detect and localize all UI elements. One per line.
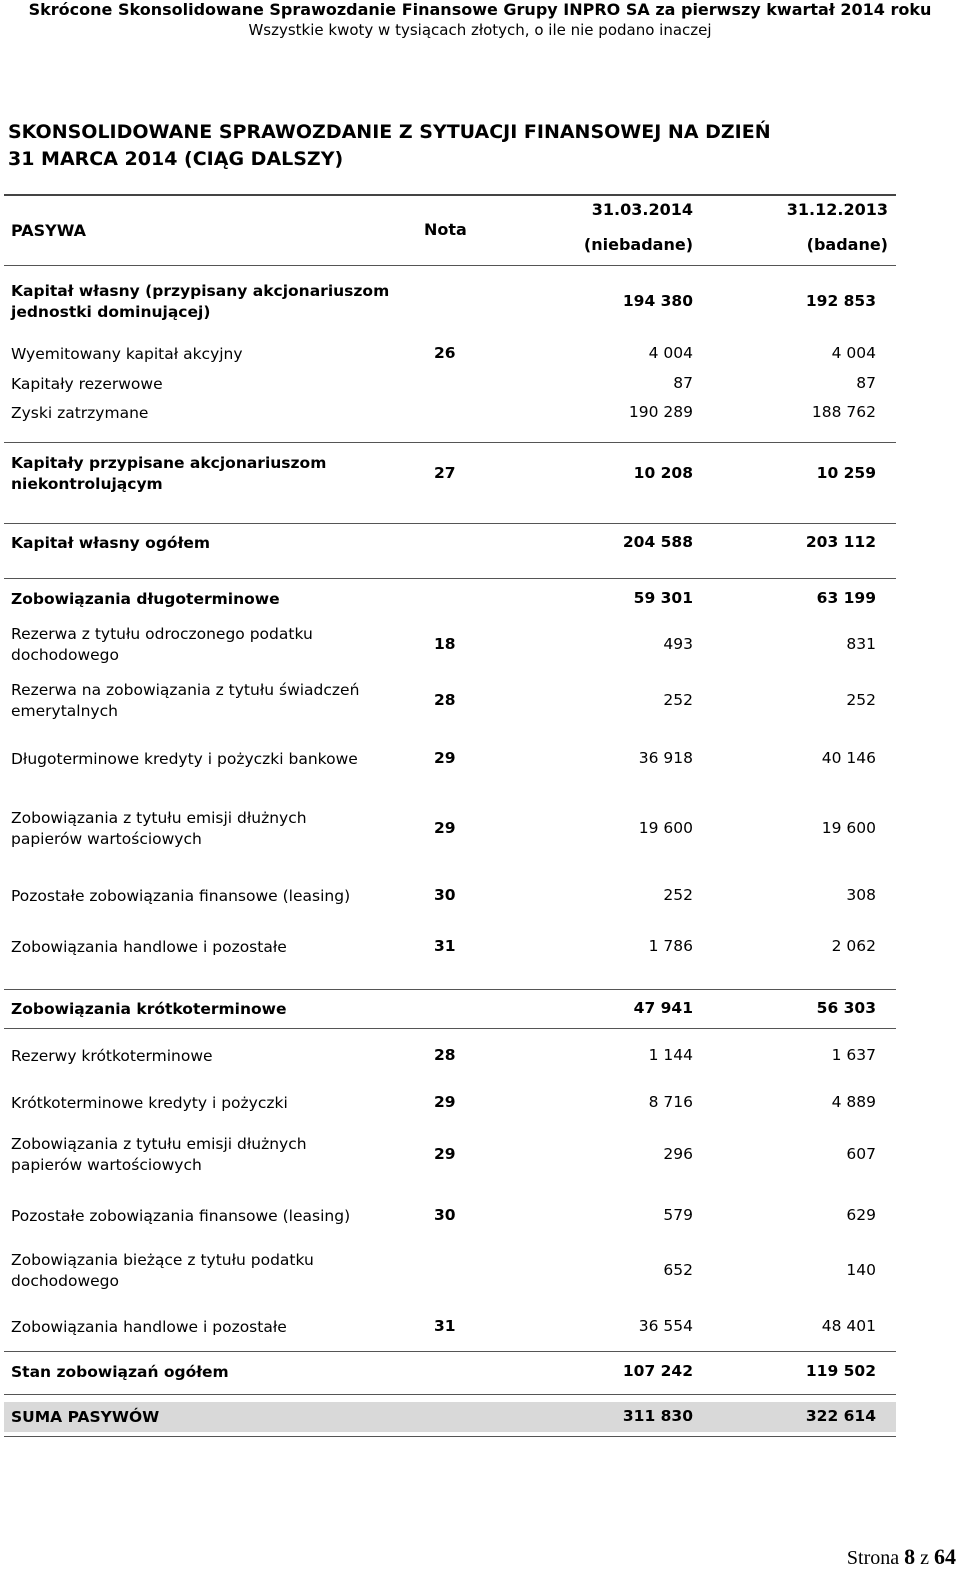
row-value-2014: 204 588 [622, 533, 693, 551]
row-value-2014: 190 289 [628, 403, 693, 421]
row-value-2013: 19 600 [821, 819, 876, 837]
row-note: 18 [434, 635, 456, 653]
row-label: Zobowiązania bieżące z tytułu podatku dochodowego [11, 1251, 314, 1290]
document-header-subtitle: Wszystkie kwoty w tysiącach złotych, o ile nie podano inaczej [248, 21, 712, 39]
row-value-2014: 252 [663, 691, 693, 709]
row-value-2013: 308 [846, 886, 876, 904]
row-value-2014: 19 600 [638, 819, 693, 837]
section-rule [4, 1394, 896, 1395]
row-value-2013: 188 762 [811, 403, 876, 421]
pasywa-header: PASYWA [11, 221, 87, 240]
row-label: Kapitał własny ogółem [11, 534, 210, 552]
row-value-2013: 629 [846, 1206, 876, 1224]
row-value-2013: 4 004 [831, 344, 876, 362]
row-note: 29 [434, 749, 456, 767]
col2-date: 31.12.2013 [786, 200, 888, 219]
statement-title [8, 119, 948, 173]
table-top-rule [4, 194, 896, 196]
row-value-2014: 4 004 [648, 344, 693, 362]
row-value-2014: 8 716 [648, 1093, 693, 1111]
row-note: 29 [434, 819, 456, 837]
note-header: Nota [424, 220, 467, 239]
row-label: Pozostałe zobowiązania finansowe (leasing) [11, 1207, 351, 1225]
row-label: Zobowiązania z tytułu emisji dłużnych papierów wartościowych [11, 809, 307, 848]
row-value-2013: 2 062 [831, 937, 876, 955]
statement-title-line1: SKONSOLIDOWANE SPRAWOZDANIE Z SYTUACJI FINANSOWEJ NA DZIEŃ [8, 121, 771, 143]
row-value-2014: 311 830 [622, 1407, 693, 1425]
row-note: 30 [434, 1206, 456, 1224]
row-label: Krótkoterminowe kredyty i pożyczki [11, 1094, 288, 1112]
row-note: 26 [434, 344, 456, 362]
page-prefix: Strona [846, 1547, 900, 1569]
section-rule [4, 523, 896, 524]
section-rule [4, 1351, 896, 1352]
row-value-2014: 493 [663, 635, 693, 653]
row-value-2014: 87 [673, 374, 693, 392]
row-value-2013: 63 199 [816, 589, 876, 607]
row-value-2013: 607 [846, 1145, 876, 1163]
row-note: 30 [434, 886, 456, 904]
row-value-2014: 652 [663, 1261, 693, 1279]
table-bottom-rule [4, 1436, 896, 1437]
row-label: Kapitały przypisane akcjonariuszom niekontrolującym [11, 454, 327, 493]
row-label: Zobowiązania długoterminowe [11, 590, 280, 608]
statement-title-line2: 31 MARCA 2014 (CIĄG DALSZY) [8, 148, 344, 170]
page-current: 8 [904, 1544, 916, 1569]
row-value-2014: 107 242 [622, 1362, 693, 1380]
row-label: Wyemitowany kapitał akcyjny [11, 345, 243, 363]
row-value-2013: 10 259 [816, 464, 876, 482]
row-value-2013: 322 614 [805, 1407, 876, 1425]
row-value-2013: 48 401 [821, 1317, 876, 1335]
row-value-2013: 252 [846, 691, 876, 709]
row-label: Zobowiązania handlowe i pozostałe [11, 1318, 287, 1336]
row-label: Zyski zatrzymane [11, 404, 149, 422]
row-note: 28 [434, 1046, 456, 1064]
section-rule [4, 989, 896, 990]
row-label: Zobowiązania krótkoterminowe [11, 1000, 287, 1018]
row-value-2013: 119 502 [805, 1362, 876, 1380]
row-value-2013: 4 889 [831, 1093, 876, 1111]
row-label: Stan zobowiązań ogółem [11, 1363, 229, 1381]
row-value-2014: 579 [663, 1206, 693, 1224]
row-label: Zobowiązania handlowe i pozostałe [11, 938, 287, 956]
row-value-2014: 296 [663, 1145, 693, 1163]
row-value-2013: 56 303 [816, 999, 876, 1017]
row-value-2014: 47 941 [633, 999, 693, 1017]
row-value-2013: 140 [846, 1261, 876, 1279]
col1-date: 31.03.2014 [591, 200, 693, 219]
row-label: Rezerwy krótkoterminowe [11, 1047, 213, 1065]
row-value-2013: 87 [856, 374, 876, 392]
row-value-2013: 40 146 [821, 749, 876, 767]
col2-status: (badane) [806, 235, 888, 254]
row-value-2014: 252 [663, 886, 693, 904]
col1-status: (niebadane) [583, 235, 693, 254]
row-label: Długoterminowe kredyty i pożyczki bankowe [11, 750, 358, 768]
row-note: 31 [434, 1317, 456, 1335]
row-value-2014: 1 144 [648, 1046, 693, 1064]
row-note: 29 [434, 1093, 456, 1111]
row-note: 27 [434, 464, 456, 482]
row-value-2014: 1 786 [648, 937, 693, 955]
row-value-2013: 1 637 [831, 1046, 876, 1064]
section-rule [4, 1028, 896, 1029]
row-label: Zobowiązania z tytułu emisji dłużnych papierów wartościowych [11, 1135, 307, 1174]
row-value-2013: 192 853 [805, 292, 876, 310]
table-header-rule [4, 265, 896, 266]
row-note: 29 [434, 1145, 456, 1163]
row-value-2013: 203 112 [805, 533, 876, 551]
row-label: Kapitały rezerwowe [11, 375, 163, 393]
row-note: 31 [434, 937, 456, 955]
row-label: Rezerwa na zobowiązania z tytułu świadczeń emerytalnych [11, 681, 360, 720]
page-total: 64 [934, 1544, 956, 1569]
section-rule [4, 578, 896, 579]
row-label: SUMA PASYWÓW [11, 1408, 160, 1426]
row-value-2013: 831 [846, 635, 876, 653]
row-label: Pozostałe zobowiązania finansowe (leasing) [11, 887, 351, 905]
row-note: 28 [434, 691, 456, 709]
row-value-2014: 36 918 [638, 749, 693, 767]
row-value-2014: 10 208 [633, 464, 693, 482]
document-header-title: Skrócone Skonsolidowane Sprawozdanie Finansowe Grupy INPRO SA za pierwszy kwartał 2014 roku [28, 0, 932, 19]
section-rule [4, 442, 896, 443]
row-label: Rezerwa z tytułu odroczonego podatku dochodowego [11, 625, 313, 664]
page-number [847, 1544, 956, 1570]
row-value-2014: 36 554 [638, 1317, 693, 1335]
row-value-2014: 194 380 [622, 292, 693, 310]
page-separator: z [920, 1547, 929, 1569]
row-value-2014: 59 301 [633, 589, 693, 607]
row-label: Kapitał własny (przypisany akcjonariuszom jednostki dominującej) [11, 282, 390, 321]
